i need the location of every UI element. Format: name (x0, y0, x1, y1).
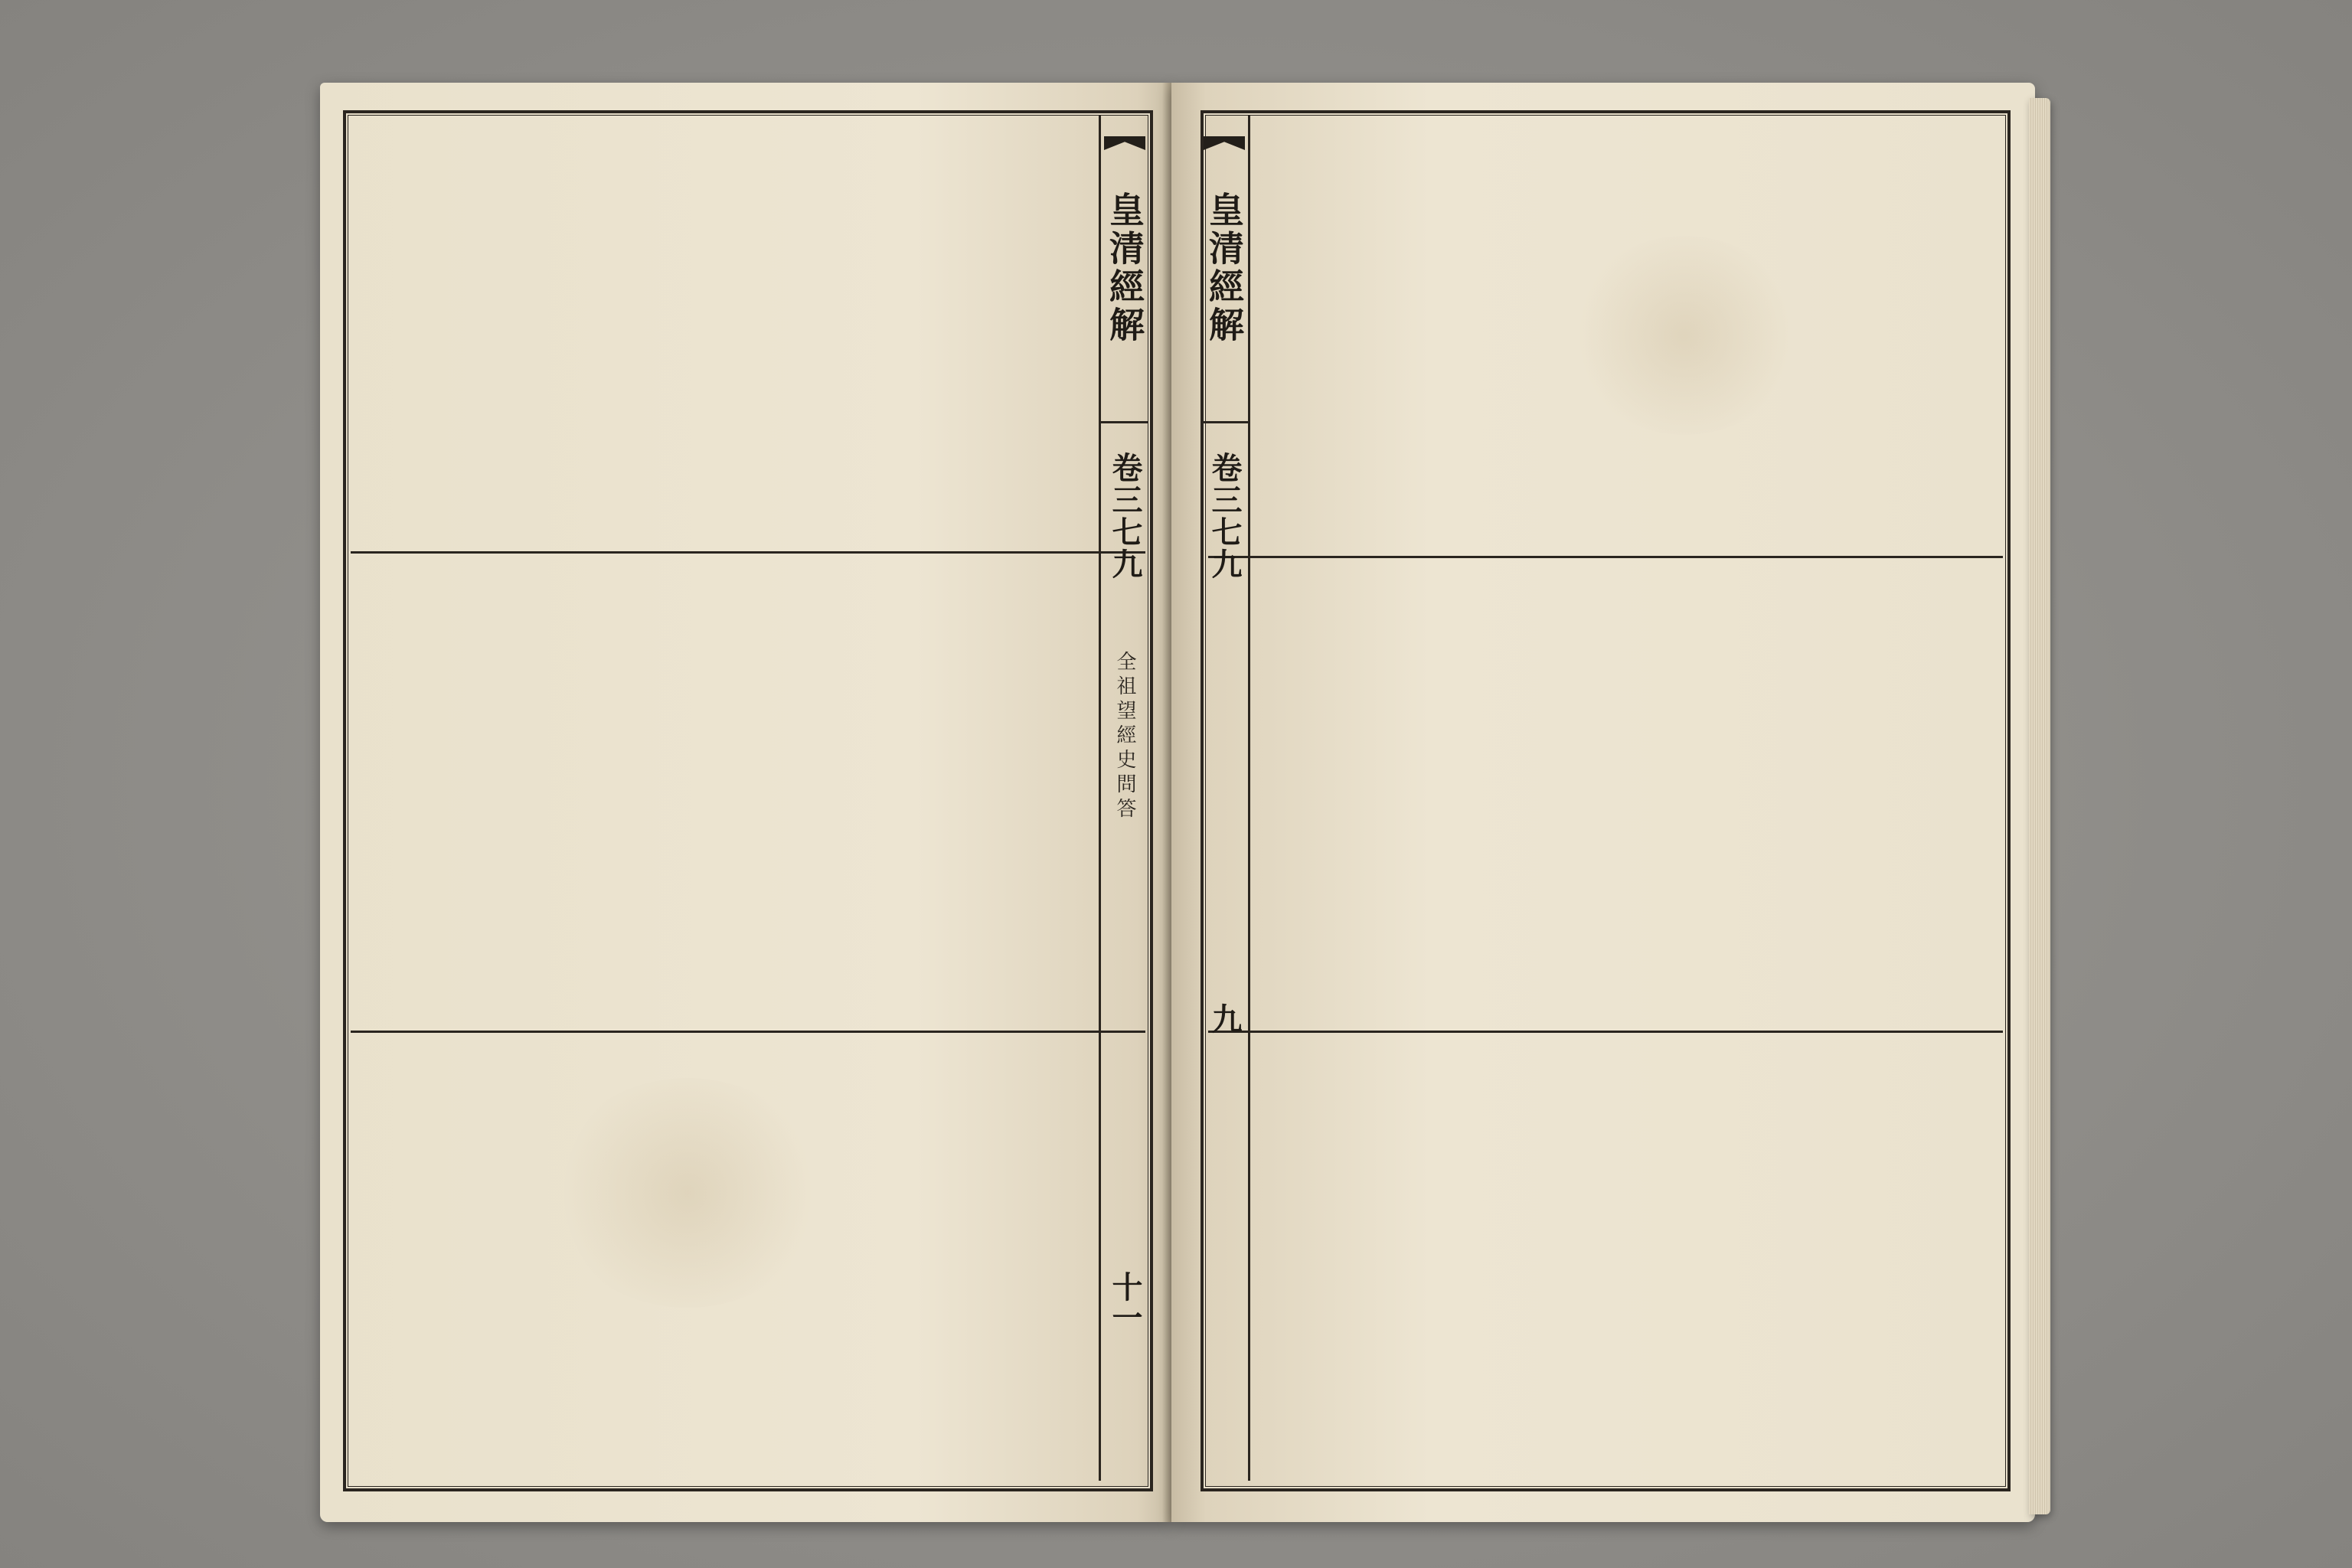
page-edges (2029, 98, 2050, 1514)
printed-text-column (1928, 1038, 1948, 1481)
printed-text-column (1848, 564, 1868, 1023)
printed-text-column (459, 121, 479, 547)
printed-text-column (565, 121, 585, 547)
printed-text-column (1715, 564, 1735, 1023)
printed-text-column (1529, 1038, 1549, 1481)
printed-text-column (1396, 564, 1416, 1023)
printed-text-column (884, 121, 904, 547)
printed-text-column (592, 121, 612, 547)
printed-text-column (911, 121, 931, 547)
printed-text-column (858, 559, 877, 1023)
printed-text-column (911, 559, 931, 1023)
printed-text-column (1343, 121, 1363, 551)
printed-text-column (459, 559, 479, 1023)
printed-text-column (964, 1038, 984, 1481)
printed-text-column (1795, 1038, 1815, 1481)
printed-text-column (539, 121, 559, 547)
printed-text-column (406, 559, 426, 1023)
printed-text-column (1556, 1038, 1576, 1481)
printed-text-column (1423, 121, 1442, 551)
printed-text-column (1449, 1038, 1469, 1481)
printed-text-column (991, 559, 1011, 1023)
printed-text-column (805, 559, 825, 1023)
printed-text-column (1343, 1038, 1363, 1481)
left-fishtail-ornament (1104, 136, 1145, 150)
printed-text-column (1369, 564, 1389, 1023)
printed-text-column (512, 121, 532, 547)
left-banxin-chapter: 全祖望經史問答 (1113, 651, 1136, 822)
printed-text-column (752, 559, 772, 1023)
printed-text-column (1795, 564, 1815, 1023)
left-text-band-1 (406, 121, 1144, 547)
left-band-divider-1 (351, 551, 1145, 554)
printed-text-column (1070, 1038, 1090, 1481)
printed-text-column (831, 559, 851, 1023)
printed-text-column (1070, 121, 1090, 547)
paper-stain (1570, 236, 1799, 435)
printed-text-column (512, 559, 532, 1023)
printed-text-column (991, 121, 1011, 547)
printed-text-column (1263, 1038, 1282, 1481)
printed-text-column (938, 121, 958, 547)
printed-text-column (1688, 564, 1708, 1023)
printed-text-column (1369, 121, 1389, 551)
left-text-band-2 (406, 559, 1144, 1023)
printed-text-column (1901, 564, 1921, 1023)
printed-text-column (1018, 121, 1037, 547)
printed-text-column (1928, 121, 1948, 551)
printed-text-column (485, 1038, 505, 1481)
printed-text-column (1661, 1038, 1681, 1481)
printed-text-column (1289, 1038, 1309, 1481)
printed-text-column (1874, 1038, 1894, 1481)
printed-text-column (778, 121, 798, 547)
printed-text-column (1423, 1038, 1442, 1481)
right-band-divider-2 (1208, 1031, 2003, 1033)
printed-text-column (1821, 1038, 1841, 1481)
printed-text-column (1475, 564, 1495, 1023)
printed-text-column (485, 559, 505, 1023)
printed-text-column (938, 1038, 958, 1481)
printed-text-column (592, 559, 612, 1023)
printed-text-column (1423, 564, 1442, 1023)
right-text-band-2 (1210, 564, 1948, 1023)
left-banxin-title: 皇清經解 (1104, 191, 1145, 345)
printed-text-column (1635, 564, 1655, 1023)
printed-text-column (459, 1038, 479, 1481)
printed-text-column (991, 1038, 1011, 1481)
printed-text-column (1768, 564, 1788, 1023)
printed-text-column (858, 121, 877, 547)
printed-text-column (1044, 121, 1064, 547)
left-banxin (1099, 115, 1148, 1481)
printed-text-column (406, 1038, 426, 1481)
printed-text-column (698, 559, 718, 1023)
right-banxin-folio: 九 (1207, 1003, 1243, 1034)
printed-text-column (1848, 121, 1868, 551)
printed-text-column (1821, 121, 1841, 551)
printed-text-column (619, 559, 639, 1023)
printed-text-column (911, 1038, 931, 1481)
printed-text-column (1688, 1038, 1708, 1481)
printed-text-column (1018, 559, 1037, 1023)
printed-text-column (1449, 121, 1469, 551)
printed-text-column (1635, 1038, 1655, 1481)
printed-text-column (1316, 564, 1336, 1023)
printed-text-column (805, 121, 825, 547)
right-banxin-title: 皇清經解 (1204, 191, 1245, 345)
printed-text-column (831, 1038, 851, 1481)
printed-text-column (752, 121, 772, 547)
printed-text-column (433, 1038, 452, 1481)
printed-text-column (671, 121, 691, 547)
left-page (320, 83, 1171, 1522)
printed-text-column (1609, 564, 1628, 1023)
printed-text-column (1502, 121, 1522, 551)
printed-text-column (433, 121, 452, 547)
printed-text-column (619, 121, 639, 547)
right-banxin-volume: 卷三七九 (1207, 452, 1243, 580)
printed-text-column (539, 559, 559, 1023)
printed-text-column (725, 559, 745, 1023)
printed-text-column (1044, 1038, 1064, 1481)
printed-text-column (1316, 121, 1336, 551)
printed-text-column (1768, 1038, 1788, 1481)
printed-text-column (1742, 1038, 1762, 1481)
printed-text-column (433, 559, 452, 1023)
printed-text-column (671, 559, 691, 1023)
printed-text-column (1874, 121, 1894, 551)
printed-text-column (1449, 564, 1469, 1023)
printed-text-column (1582, 1038, 1602, 1481)
printed-text-column (1343, 564, 1363, 1023)
printed-text-column (539, 1038, 559, 1481)
printed-text-column (698, 121, 718, 547)
printed-text-column (778, 559, 798, 1023)
printed-text-column (805, 1038, 825, 1481)
right-page (1171, 83, 2035, 1522)
printed-text-column (1556, 564, 1576, 1023)
printed-text-column (1742, 564, 1762, 1023)
printed-text-column (1582, 564, 1602, 1023)
printed-text-column (1529, 564, 1549, 1023)
printed-text-column (1821, 564, 1841, 1023)
printed-text-column (1874, 564, 1894, 1023)
printed-text-column (1018, 1038, 1037, 1481)
printed-text-column (406, 121, 426, 547)
printed-text-column (964, 559, 984, 1023)
printed-text-column (725, 121, 745, 547)
printed-text-column (1609, 1038, 1628, 1481)
printed-text-column (884, 1038, 904, 1481)
printed-text-column (1901, 121, 1921, 551)
open-book (320, 83, 2035, 1522)
right-fishtail-ornament (1204, 136, 1245, 150)
right-text-band-3 (1210, 1038, 1948, 1481)
printed-text-column (1529, 121, 1549, 551)
right-band-divider-1 (1208, 556, 2003, 558)
printed-text-column (1396, 121, 1416, 551)
printed-text-column (1369, 1038, 1389, 1481)
printed-text-column (1044, 559, 1064, 1023)
printed-text-column (938, 559, 958, 1023)
printed-text-column (1263, 121, 1282, 551)
printed-text-column (485, 121, 505, 547)
printed-text-column (964, 121, 984, 547)
printed-text-column (1715, 1038, 1735, 1481)
printed-text-column (1289, 121, 1309, 551)
printed-text-column (1070, 559, 1090, 1023)
printed-text-column (1475, 1038, 1495, 1481)
right-banxin-rule (1200, 421, 1248, 423)
printed-text-column (1263, 564, 1282, 1023)
printed-text-column (1396, 1038, 1416, 1481)
printed-text-column (1289, 564, 1309, 1023)
printed-text-column (858, 1038, 877, 1481)
printed-text-column (1661, 564, 1681, 1023)
printed-text-column (1901, 1038, 1921, 1481)
left-banxin-folio: 十一 (1107, 1271, 1143, 1332)
printed-text-column (645, 121, 665, 547)
right-banxin (1200, 115, 1250, 1481)
printed-text-column (1316, 1038, 1336, 1481)
left-banxin-volume: 卷三七九 (1107, 452, 1143, 580)
printed-text-column (1475, 121, 1495, 551)
printed-text-column (884, 559, 904, 1023)
printed-text-column (1928, 564, 1948, 1023)
printed-text-column (1502, 564, 1522, 1023)
paper-stain (550, 1078, 825, 1308)
left-banxin-rule (1101, 421, 1148, 423)
printed-text-column (645, 559, 665, 1023)
left-band-divider-2 (351, 1031, 1145, 1033)
printed-text-column (1502, 1038, 1522, 1481)
printed-text-column (1848, 1038, 1868, 1481)
printed-text-column (512, 1038, 532, 1481)
printed-text-column (565, 559, 585, 1023)
printed-text-column (831, 121, 851, 547)
